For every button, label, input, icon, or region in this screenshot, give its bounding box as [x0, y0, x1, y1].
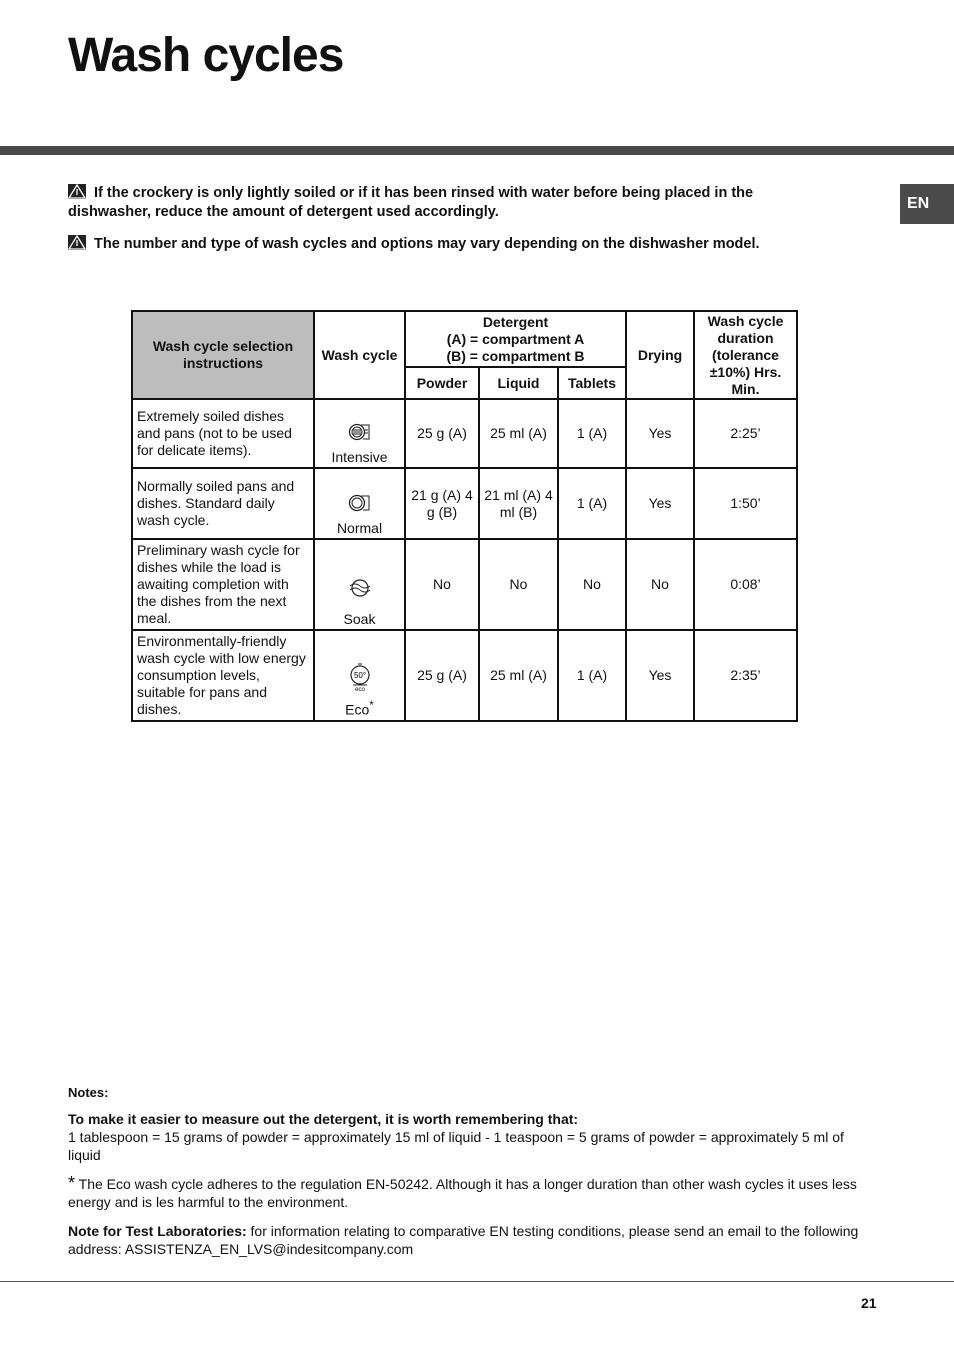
header-liquid: Liquid	[479, 367, 558, 399]
normal-icon	[347, 492, 373, 512]
warning-icon	[68, 235, 86, 250]
warning-2: The number and type of wash cycles and options may vary depending on the dishwasher model.	[68, 235, 868, 254]
warning-1: If the crockery is only lightly soiled or if it has been rinsed with water before being placed in the dishwasher, reduce the amount of detergent used accordingly.	[68, 185, 754, 220]
notes-heading: Notes:	[68, 1085, 109, 1100]
lab-note: Note for Test Laboratories: for information relating to comparative EN testing conditions, please send an email to the following address: ASSISTENZA_EN_LVS@indesitcompany.com	[68, 1223, 859, 1257]
footer-divider	[0, 1281, 954, 1282]
eco-icon	[347, 663, 373, 691]
header-powder: Powder	[405, 367, 479, 399]
measure-note: To make it easier to measure out the detergent, it is worth remembering that: 1 tablespoon = 15 grams of powder = approximately 15 ml of liquid - 1 teaspoon = 5 grams of powder = approximately 5 ml of liquid	[68, 1111, 844, 1163]
header-duration: Wash cycle duration (tolerance ±10%) Hrs. Min.	[694, 311, 797, 399]
eco-note: * The Eco wash cycle adheres to the regulation EN-50242. Although it has a longer duration than other wash cycles it uses less energy and is les harmful to the environment.	[68, 1173, 857, 1210]
header-drying: Drying	[626, 311, 694, 399]
table-row: Environmentally-friendly wash cycle with low energy consumption levels, suitable for pans and dishes. 50° eco Eco* 25 g (A) 25 ml (A) 1 (A) Yes 2:35’	[132, 630, 797, 721]
header-cycle: Wash cycle	[314, 311, 405, 399]
table-row: Preliminary wash cycle for dishes while the load is awaiting completion with the dishes from the next meal. Soak No No No No 0:08’	[132, 539, 797, 630]
svg-text:50°: 50°	[353, 671, 366, 681]
page-title: Wash cycles	[68, 29, 344, 82]
language-tab: EN	[900, 184, 954, 224]
header-selection: Wash cycle selection instructions	[132, 311, 314, 399]
header-divider	[0, 146, 954, 155]
wash-cycles-table	[131, 310, 798, 722]
warning-icon	[68, 184, 86, 199]
header-tablets: Tablets	[558, 367, 626, 399]
header-detergent: Detergent (A) = compartment A (B) = compartment B	[405, 311, 626, 367]
page-number: 21	[861, 1295, 877, 1311]
soak-icon	[347, 577, 373, 599]
svg-text:eco: eco	[354, 687, 365, 692]
intensive-icon	[347, 421, 373, 441]
table-row: Normally soiled pans and dishes. Standard daily wash cycle. Normal 21 g (A) 4 g (B) 21 ml (A) 4 ml (B) 1 (A) Yes 1:50’	[132, 468, 797, 539]
table-row: Extremely soiled dishes and pans (not to be used for delicate items). Intensive 25 g (A) 25 ml (A) 1 (A) Yes 2:25’	[132, 399, 797, 468]
